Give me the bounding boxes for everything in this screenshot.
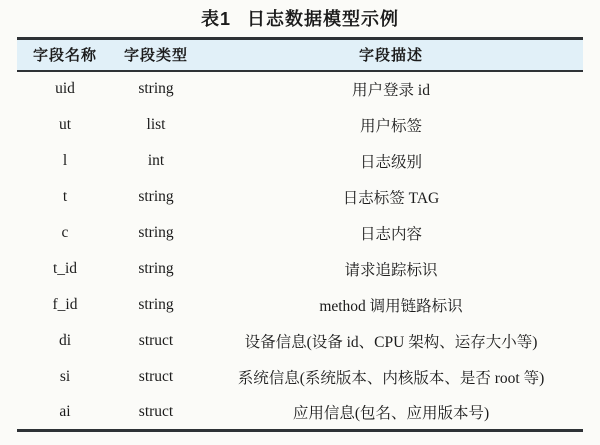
cell-field-name: t_id [52,259,78,277]
cell-field-desc: 用户标签 [359,117,422,135]
log-data-model-table [17,37,583,432]
table-row [17,359,583,395]
column-header-field-type: 字段类型 [113,39,199,71]
table-row [17,323,583,359]
column-header-field-desc: 字段描述 [199,39,583,71]
cell-field-type: string [138,223,174,241]
cell-field-desc: 系统信息(系统版本、内核版本、是否 root 等) [237,369,545,387]
cell-field-desc: 设备信息(设备 id、CPU 架构、运存大小等) [244,333,538,351]
table-row [17,287,583,323]
cell-field-type: struct [138,367,174,385]
table-row [17,143,583,179]
table-body [17,71,583,431]
cell-field-name: t [62,187,68,205]
cell-field-desc: 日志内容 [359,225,422,243]
table-row [17,71,583,107]
cell-field-name: ai [59,402,71,420]
cell-field-desc: 日志级别 [359,153,422,171]
table-row [17,215,583,251]
cell-field-type: string [138,187,174,205]
cell-field-desc: 日志标签 TAG [342,189,440,207]
cell-field-type: string [138,295,174,313]
table-caption-label: 表1 [200,9,231,29]
cell-field-name: f_id [52,295,78,313]
cell-field-type: string [138,80,174,97]
column-header-field-name: 字段名称 [17,39,113,71]
cell-field-type: struct [138,402,174,420]
cell-field-type: string [138,259,174,277]
cell-field-name: c [61,223,69,241]
table-row [17,107,583,143]
cell-field-name: uid [55,80,75,97]
cell-field-desc: method 调用链路标识 [319,297,463,315]
cell-field-type: list [146,115,166,133]
cell-field-name: ut [58,115,72,133]
table-row [17,251,583,287]
cell-field-desc: 应用信息(包名、应用版本号) [292,404,490,422]
table-row [17,395,583,431]
cell-field-name: di [58,331,72,349]
cell-field-desc: 请求追踪标识 [344,261,438,279]
cell-field-type: struct [138,331,174,349]
cell-field-name: si [59,367,71,385]
table-caption [0,7,600,37]
table-caption-text: 日志数据模型示例 [247,9,399,29]
cell-field-type: int [147,151,165,169]
cell-field-desc: 用户登录 id [352,82,430,99]
cell-field-name: l [62,151,68,169]
header-row [17,39,583,71]
table-row [17,179,583,215]
